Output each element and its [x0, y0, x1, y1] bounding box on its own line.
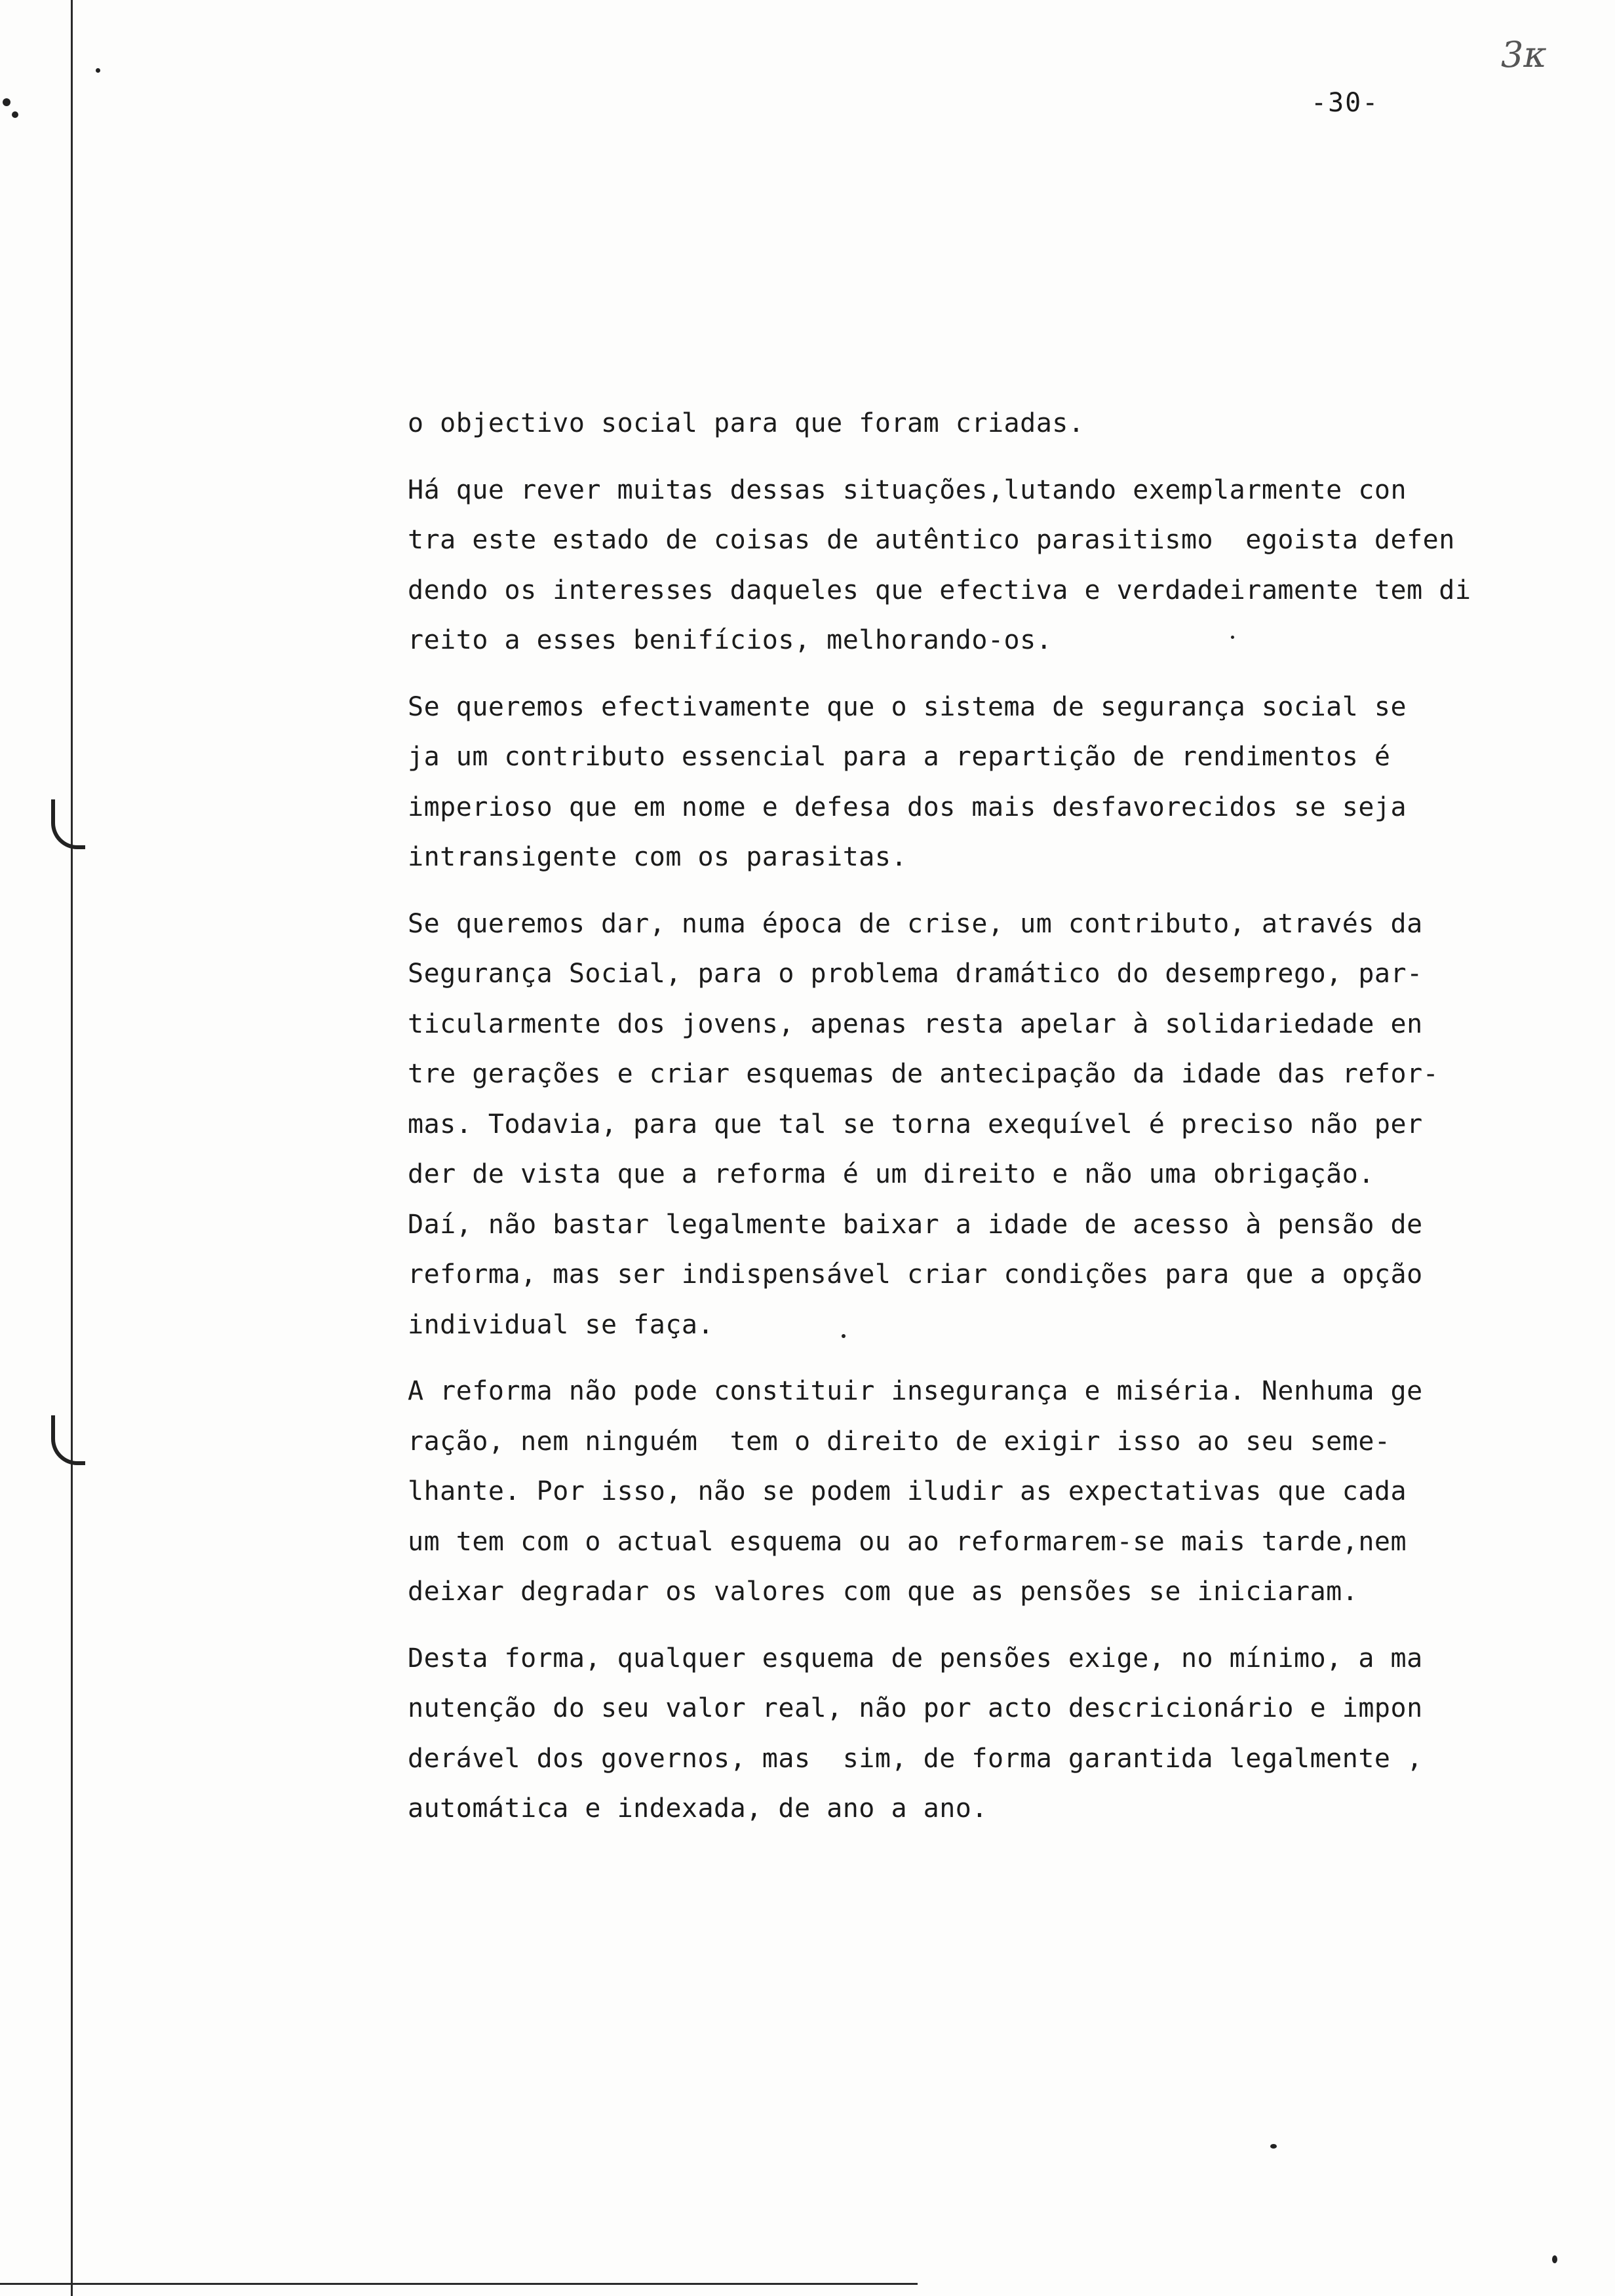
scan-speck	[1270, 2144, 1277, 2149]
text-line: tra este estado de coisas de autêntico parasitismo egoista defen	[408, 525, 1455, 555]
text-line: imperioso que em nome e defesa dos mais desfavorecidos se seja	[408, 792, 1407, 822]
paragraph	[408, 899, 1522, 1350]
paragraph	[408, 682, 1522, 883]
punch-hole-mark-icon	[51, 1415, 85, 1465]
text-line: nutenção do seu valor real, não por acto descricionário e impon	[408, 1693, 1423, 1723]
paragraph	[408, 465, 1522, 666]
paragraph	[408, 398, 1522, 449]
scan-speck	[12, 111, 18, 118]
text-line: individual se faça.	[408, 1309, 714, 1340]
text-line: intransigente com os parasitas.	[408, 842, 908, 872]
body-text	[408, 398, 1522, 1850]
text-line: ração, nem ninguém tem o direito de exigir isso ao seu seme-	[408, 1426, 1391, 1457]
text-line: lhante. Por isso, não se podem iludir as expectativas que cada	[408, 1476, 1407, 1506]
text-line: reito a esses benifícios, melhorando-os.	[408, 625, 1053, 655]
text-line: mas. Todavia, para que tal se torna exequível é preciso não per	[408, 1109, 1423, 1139]
page-number: -30-	[1311, 88, 1380, 118]
text-line: Há que rever muitas dessas situações,lutando exemplarmente con	[408, 474, 1407, 505]
paragraph	[408, 1366, 1522, 1617]
text-line: derável dos governos, mas sim, de forma garantida legalmente ,	[408, 1743, 1423, 1774]
scan-speck	[1552, 2255, 1557, 2263]
text-line: der de vista que a reforma é um direito e não uma obrigação.	[408, 1159, 1374, 1189]
text-line: Daí, não bastar legalmente baixar a idade de acesso à pensão de	[408, 1209, 1423, 1240]
text-line: o objectivo social para que foram criadas.	[408, 408, 1085, 438]
text-line: um tem com o actual esquema ou ao reformarem-se mais tarde,nem	[408, 1526, 1407, 1557]
text-line: ticularmente dos jovens, apenas resta apelar à solidariedade en	[408, 1008, 1423, 1039]
text-line: ja um contributo essencial para a repartição de rendimentos é	[408, 742, 1391, 772]
text-line: deixar degradar os valores com que as pensões se iniciaram.	[408, 1577, 1359, 1607]
bottom-edge-line	[0, 2283, 918, 2285]
handwritten-corner-mark: 3κ	[1501, 34, 1547, 75]
text-line: Desta forma, qualquer esquema de pensões exige, no mínimo, a ma	[408, 1643, 1423, 1674]
text-line: reforma, mas ser indispensável criar condições para que a opção	[408, 1259, 1423, 1290]
text-line: tre gerações e criar esquemas de antecipação da idade das refor-	[408, 1059, 1439, 1089]
text-line: Segurança Social, para o problema dramático do desemprego, par-	[408, 959, 1423, 989]
text-line: A reforma não pode constituir insegurança e miséria. Nenhuma ge	[408, 1376, 1423, 1406]
text-line: Se queremos efectivamente que o sistema de segurança social se	[408, 691, 1407, 722]
scan-speck	[96, 68, 100, 73]
paragraph	[408, 1634, 1522, 1834]
binding-margin-line	[71, 0, 73, 2296]
punch-hole-mark-icon	[51, 799, 85, 849]
text-line: Se queremos dar, numa época de crise, um contributo, através da	[408, 908, 1423, 939]
scan-speck	[3, 98, 10, 106]
text-line: dendo os interesses daqueles que efectiva e verdadeiramente tem di	[408, 575, 1471, 605]
text-line: automática e indexada, de ano a ano.	[408, 1793, 988, 1824]
